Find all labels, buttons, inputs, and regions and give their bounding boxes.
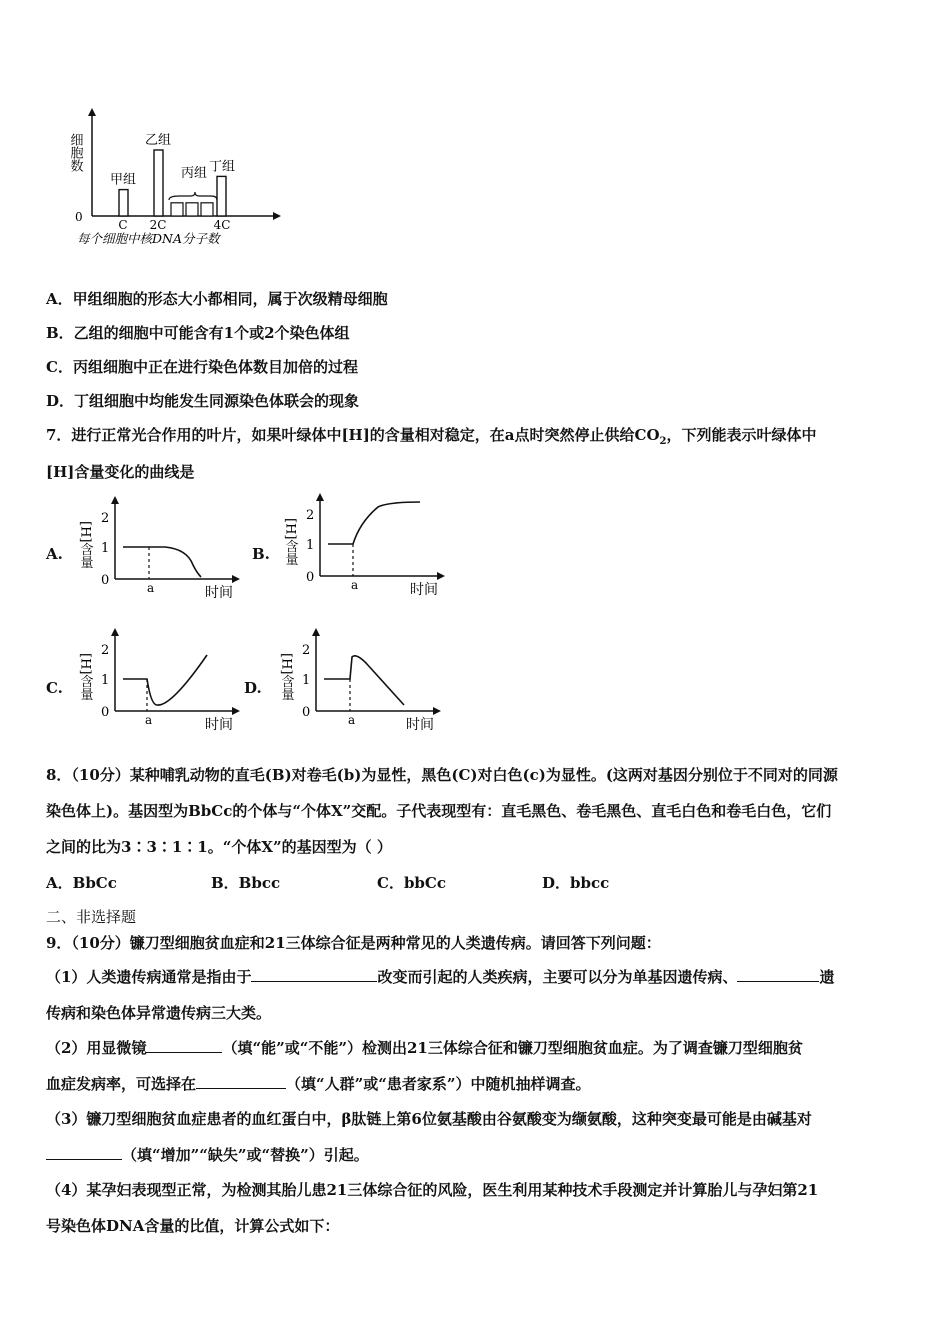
q9-part1-line1: （1）人类遗传病通常是指由于 改变而引起的人类疾病，主要可以分为单基因遗传病、 遗 [46, 968, 835, 986]
q9-part4-line1: （4）某孕妇表现型正常，为检测其胎儿患21三体综合征的风险，医生利用某种技术手段测定并计算胎儿与孕妇第21 [46, 1181, 819, 1199]
q7-option-d-label: D. [244, 679, 262, 697]
blank-2[interactable] [737, 967, 819, 982]
graph-tick-0: 0 [101, 705, 110, 720]
hist-bar-ding [217, 176, 226, 216]
q8-option-c: C．bbCc [377, 874, 446, 892]
graph-xlabel: 时间 [406, 717, 434, 732]
q7-option-b-label: B. [252, 545, 270, 563]
hist-tick-2c: 2C [149, 218, 167, 232]
graph-tick-1: 1 [101, 541, 110, 556]
hist-xlabel: 每个细胞中核DNA分子数 [77, 231, 220, 246]
hist-label-yi: 乙组 [144, 133, 172, 148]
graph-tick-2: 2 [101, 511, 110, 526]
q6-option-d: D．丁组细胞中均能发生同源染色体联会的现象 [46, 392, 360, 410]
graph-tick-2: 2 [306, 508, 315, 523]
hist-bar-jia [119, 190, 128, 216]
graph-curve [328, 502, 420, 544]
graph-curve [324, 656, 404, 705]
q9-part4-line2: 号染色体DNA含量的比值，计算公式如下： [46, 1217, 340, 1235]
q9-part3-line2: （填“增加”“缺失”或“替换”）引起。 [46, 1144, 369, 1165]
blank-1[interactable] [251, 967, 377, 982]
graph-tick-0: 0 [306, 570, 315, 585]
blank-4[interactable] [196, 1074, 286, 1089]
blank-3[interactable] [146, 1038, 222, 1053]
graph-a-label: a [351, 578, 359, 592]
graph-curve [123, 547, 201, 577]
graph-d [276, 627, 451, 732]
q8-option-d: D．bbcc [542, 874, 610, 892]
graph-tick-0: 0 [101, 573, 110, 588]
graph-ylabel: [H]含量 [77, 653, 93, 701]
hist-ylabel: 细胞数 [67, 133, 83, 172]
hist-label-ding: 丁组 [208, 159, 236, 175]
graph-tick-2: 2 [302, 643, 311, 658]
q7-option-a-label: A. [46, 545, 63, 563]
q7-option-c-label: C. [46, 679, 63, 697]
graph-ylabel: [H]含量 [278, 653, 294, 701]
graph-ylabel: [H]含量 [282, 518, 298, 566]
hist-bar-bing-2 [186, 203, 198, 216]
q9-part1-line2: 传病和染色体异常遗传病三大类。 [46, 1004, 272, 1022]
graph-tick-1: 1 [101, 673, 110, 688]
graph-a-label: a [145, 713, 153, 727]
hist-tick-c: C [118, 218, 128, 232]
hist-origin: 0 [75, 210, 83, 224]
q8-stem-line1: 8．（10分）某种哺乳动物的直毛(B)对卷毛(b)为显性，黑色(C)对白色(c)为显性。(这两对基因分别位于不同对的同源 [46, 766, 838, 784]
graph-a-label: a [348, 713, 356, 727]
q6-option-b: B．乙组的细胞中可能含有1个或2个染色体组 [46, 324, 350, 342]
q7-stem-line1: 7．进行正常光合作用的叶片，如果叶绿体中[H]的含量相对稳定，在a点时突然停止供给$CO_2$，下列能表示叶绿体中 [46, 426, 817, 447]
graph-xlabel: 时间 [205, 717, 233, 732]
graph-a-label: a [147, 581, 155, 595]
section-heading: 二、非选择题 [46, 908, 137, 926]
graph-tick-2: 2 [101, 643, 110, 658]
q6-option-c: C．丙组细胞中正在进行染色体数目加倍的过程 [46, 358, 358, 376]
q9-intro: 9．（10分）镰刀型细胞贫血症和21三体综合征是两种常见的人类遗传病。请回答下列问题： [46, 934, 661, 952]
q7-stem-line2: [H]含量变化的曲线是 [46, 463, 195, 481]
dna-histogram [55, 105, 295, 250]
q8-stem-line2: 染色体上)。基因型为BbCc的个体与“个体X”交配。子代表现型有：直毛黑色、卷毛黑色、直毛白色和卷毛白色，它们 [46, 802, 832, 820]
graph-b [280, 492, 455, 597]
blank-5[interactable] [46, 1145, 122, 1160]
q6-option-a: A．甲组细胞的形态大小都相同，属于次级精母细胞 [46, 290, 388, 308]
hist-bar-bing-1 [171, 203, 183, 216]
graph-tick-1: 1 [306, 538, 315, 553]
graph-xlabel: 时间 [205, 585, 233, 600]
q8-stem-line3: 之间的比为3∶3∶1∶1。“个体X”的基因型为（ ） [46, 838, 392, 856]
q9-part2-line2: 血症发病率，可选择在 （填“人群”或“患者家系”）中随机抽样调查。 [46, 1075, 591, 1093]
graph-tick-0: 0 [302, 705, 311, 720]
hist-brace [169, 192, 217, 200]
graph-a [75, 495, 250, 600]
graph-ylabel: [H]含量 [77, 521, 93, 569]
hist-tick-4c: 4C [213, 218, 231, 232]
q8-option-b: B．Bbcc [211, 874, 281, 892]
graph-tick-1: 1 [302, 673, 311, 688]
q8-option-a: A．BbCc [46, 874, 117, 892]
hist-label-jia: 甲组 [109, 172, 137, 188]
q9-part3-line1: （3）镰刀型细胞贫血症患者的血红蛋白中，β肽链上第6位氨基酸由谷氨酸变为缬氨酸，这种突变最可能是由碱基对 [46, 1110, 812, 1128]
graph-c [75, 627, 250, 732]
hist-bar-bing-3 [201, 203, 213, 216]
q9-part2-line1: （2）用显微镜 （填“能”或“不能”）检测出21三体综合征和镰刀型细胞贫血症。为了调查镰刀型细胞贫 [46, 1039, 803, 1057]
graph-curve [123, 655, 207, 705]
graph-xlabel: 时间 [410, 582, 438, 597]
hist-bar-yi [154, 150, 163, 216]
hist-label-bing: 丙组 [180, 165, 208, 181]
